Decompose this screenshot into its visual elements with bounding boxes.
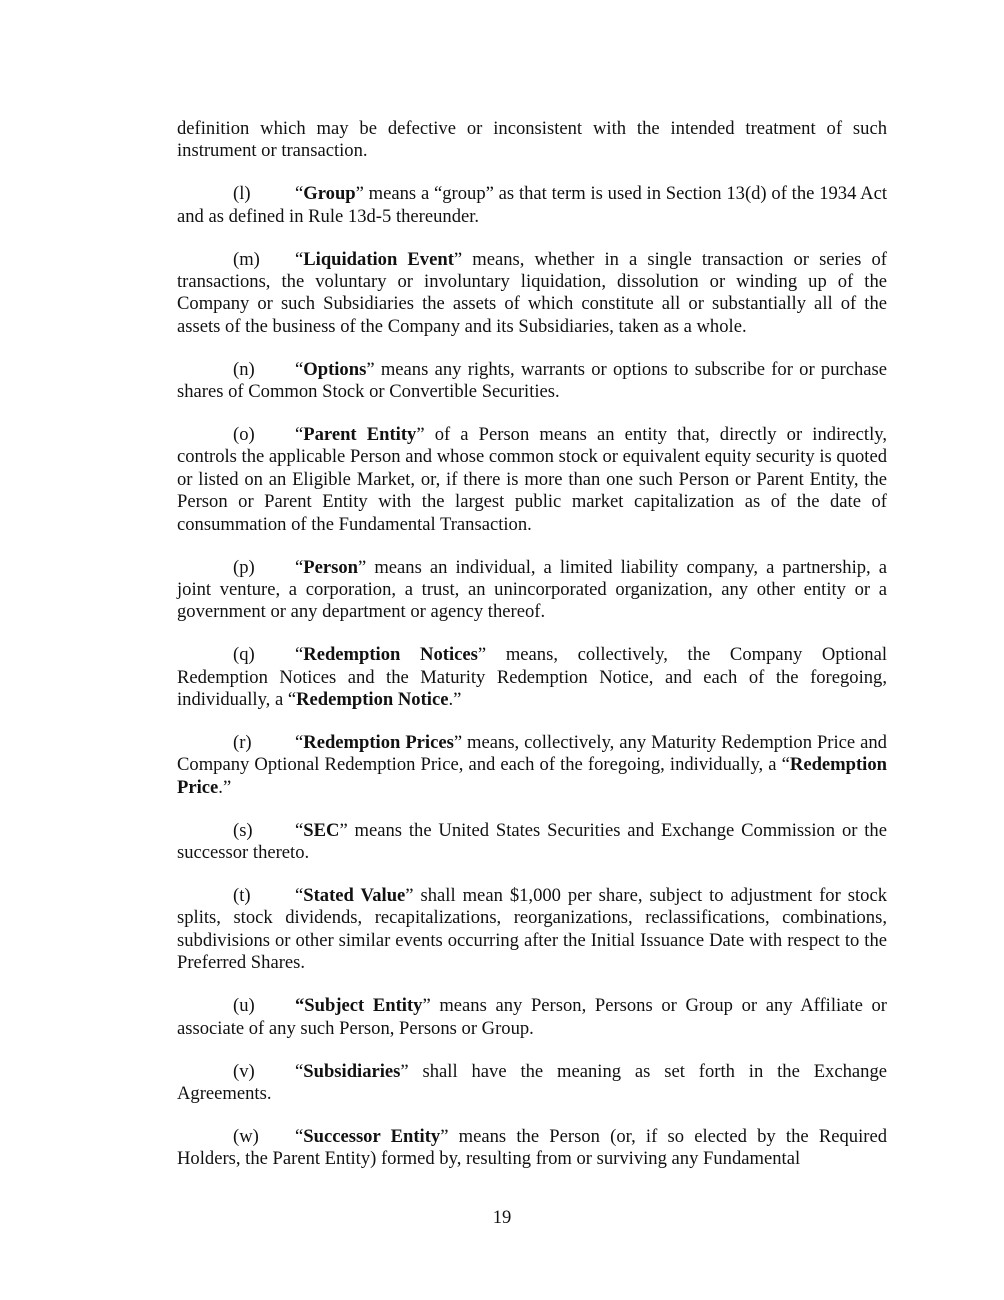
- definition-paragraph: [177, 995, 887, 1040]
- defined-term: Parent Entity: [303, 424, 417, 446]
- definition-text: ” means a “group” as that term is used in Section 13(d) of the 1934 Act and as defined in Rule 13d-5 thereunder.: [177, 183, 887, 227]
- definition-number: (l): [233, 183, 251, 205]
- definition-text: ” means an individual, a limited liability company, a partnership, a joint venture, a corporation, a trust, an unincorporated organization, any other entity or a government or any department or agency thereof.: [177, 556, 887, 623]
- definition-text-end: .”: [448, 689, 462, 711]
- definition-paragraph: [177, 249, 887, 339]
- definition-paragraph: [177, 359, 887, 404]
- definition-number: (m): [233, 248, 260, 270]
- definition-paragraph: [177, 183, 887, 228]
- definition-number: (u): [233, 995, 255, 1017]
- defined-term: Subsidiaries: [303, 1060, 401, 1082]
- definition-number: (o): [233, 424, 255, 446]
- definition-paragraph: [177, 424, 887, 536]
- definition-number: (q): [233, 644, 255, 666]
- quote-open: “: [295, 183, 304, 205]
- definition-text: ” means, collectively, any Maturity Redemption Price and Company Optional Redemption Price, and each of the foregoing, individually, a “: [177, 732, 887, 776]
- defined-term: Group: [303, 183, 356, 205]
- definition-text: ” means the Person (or, if so elected by the Required Holders, the Parent Entity) formed by, resulting from or surviving any Fundamental: [177, 1125, 887, 1170]
- definition-number: (w): [233, 1125, 259, 1147]
- quote-open: “: [295, 819, 304, 841]
- definition-text: ” shall have the meaning as set forth in the Exchange Agreements.: [177, 1060, 887, 1104]
- definition-paragraph: [177, 644, 887, 711]
- quote-open: “: [295, 732, 304, 754]
- definition-number: (r): [233, 732, 252, 754]
- defined-term: Options: [303, 358, 367, 380]
- defined-term: Redemption Notices: [303, 644, 478, 666]
- definition-paragraph: [177, 732, 887, 799]
- quote-open: “: [295, 424, 304, 446]
- defined-term: Liquidation Event: [303, 248, 454, 270]
- definition-text: ” means any rights, warrants or options to subscribe for or purchase shares of Common Stock or Convertible Securities.: [177, 358, 887, 403]
- definition-number: (p): [233, 556, 255, 578]
- defined-term: “Subject Entity: [295, 995, 423, 1017]
- page-number: 19: [492, 1207, 512, 1228]
- definition-text: ” shall mean $1,000 per share, subject to adjustment for stock splits, stock dividends, recapitalizations, reorganizations, reclassifications, combinations, subdivisions or other similar events occurring after the Initial Issuance Date with respect to the Preferred Shares.: [177, 885, 887, 974]
- defined-term: Stated Value: [303, 885, 406, 907]
- definition-text: ” means the United States Securities and Exchange Commission or the successor thereto.: [177, 819, 887, 864]
- defined-term: SEC: [303, 819, 340, 841]
- intro-paragraph: definition which may be defective or inconsistent with the intended treatment of such instrument or transaction.: [177, 118, 887, 162]
- definition-text: ” means, whether in a single transaction or series of transactions, the voluntary or involuntary liquidation, dissolution or winding up of the Company or such Subsidiaries the assets of which constitute all or substantially all of the assets of the business of the Company and its Subsidiaries, taken as a whole.: [177, 248, 887, 337]
- definition-paragraph: [177, 557, 887, 624]
- quote-open: “: [295, 248, 304, 270]
- definition-text: ” means any Person, Persons or Group or any Affiliate or associate of any such Person, Persons or Group.: [177, 995, 887, 1039]
- definitions-list: [177, 183, 887, 1170]
- document-page: [177, 118, 887, 1191]
- definition-text-end: .”: [218, 776, 232, 798]
- quote-open: “: [295, 885, 304, 907]
- definition-number: (v): [233, 1060, 255, 1082]
- quote-open: “: [295, 1060, 304, 1082]
- quote-open: “: [295, 1125, 304, 1147]
- quote-open: “: [295, 644, 304, 666]
- defined-term-secondary: Redemption Notice: [296, 689, 449, 711]
- defined-term: Person: [303, 556, 359, 578]
- quote-open: “: [295, 358, 304, 380]
- definition-paragraph: [177, 1061, 887, 1106]
- definition-text: ” means, collectively, the Company Optional Redemption Notices and the Maturity Redemption Notice, and each of the foregoing, individually, a “: [177, 644, 887, 711]
- definition-paragraph: [177, 885, 887, 975]
- definition-number: (n): [233, 358, 255, 380]
- quote-open: “: [295, 556, 304, 578]
- definition-text: ” of a Person means an entity that, directly or indirectly, controls the applicable Person and whose common stock or equivalent equity security is quoted or listed on an Eligible Market, or, if there is more than one such Person or Parent Entity, the Person or Parent Entity with the largest public market capitalization as of the date of consummation of the Fundamental Transaction.: [177, 424, 888, 535]
- definition-number: (s): [233, 819, 253, 841]
- defined-term: Successor Entity: [303, 1125, 441, 1147]
- defined-term-secondary: Redemption Price: [177, 754, 887, 798]
- definition-paragraph: [177, 820, 887, 865]
- definition-paragraph: [177, 1126, 887, 1171]
- defined-term: Redemption Prices: [303, 732, 454, 754]
- definition-number: (t): [233, 885, 251, 907]
